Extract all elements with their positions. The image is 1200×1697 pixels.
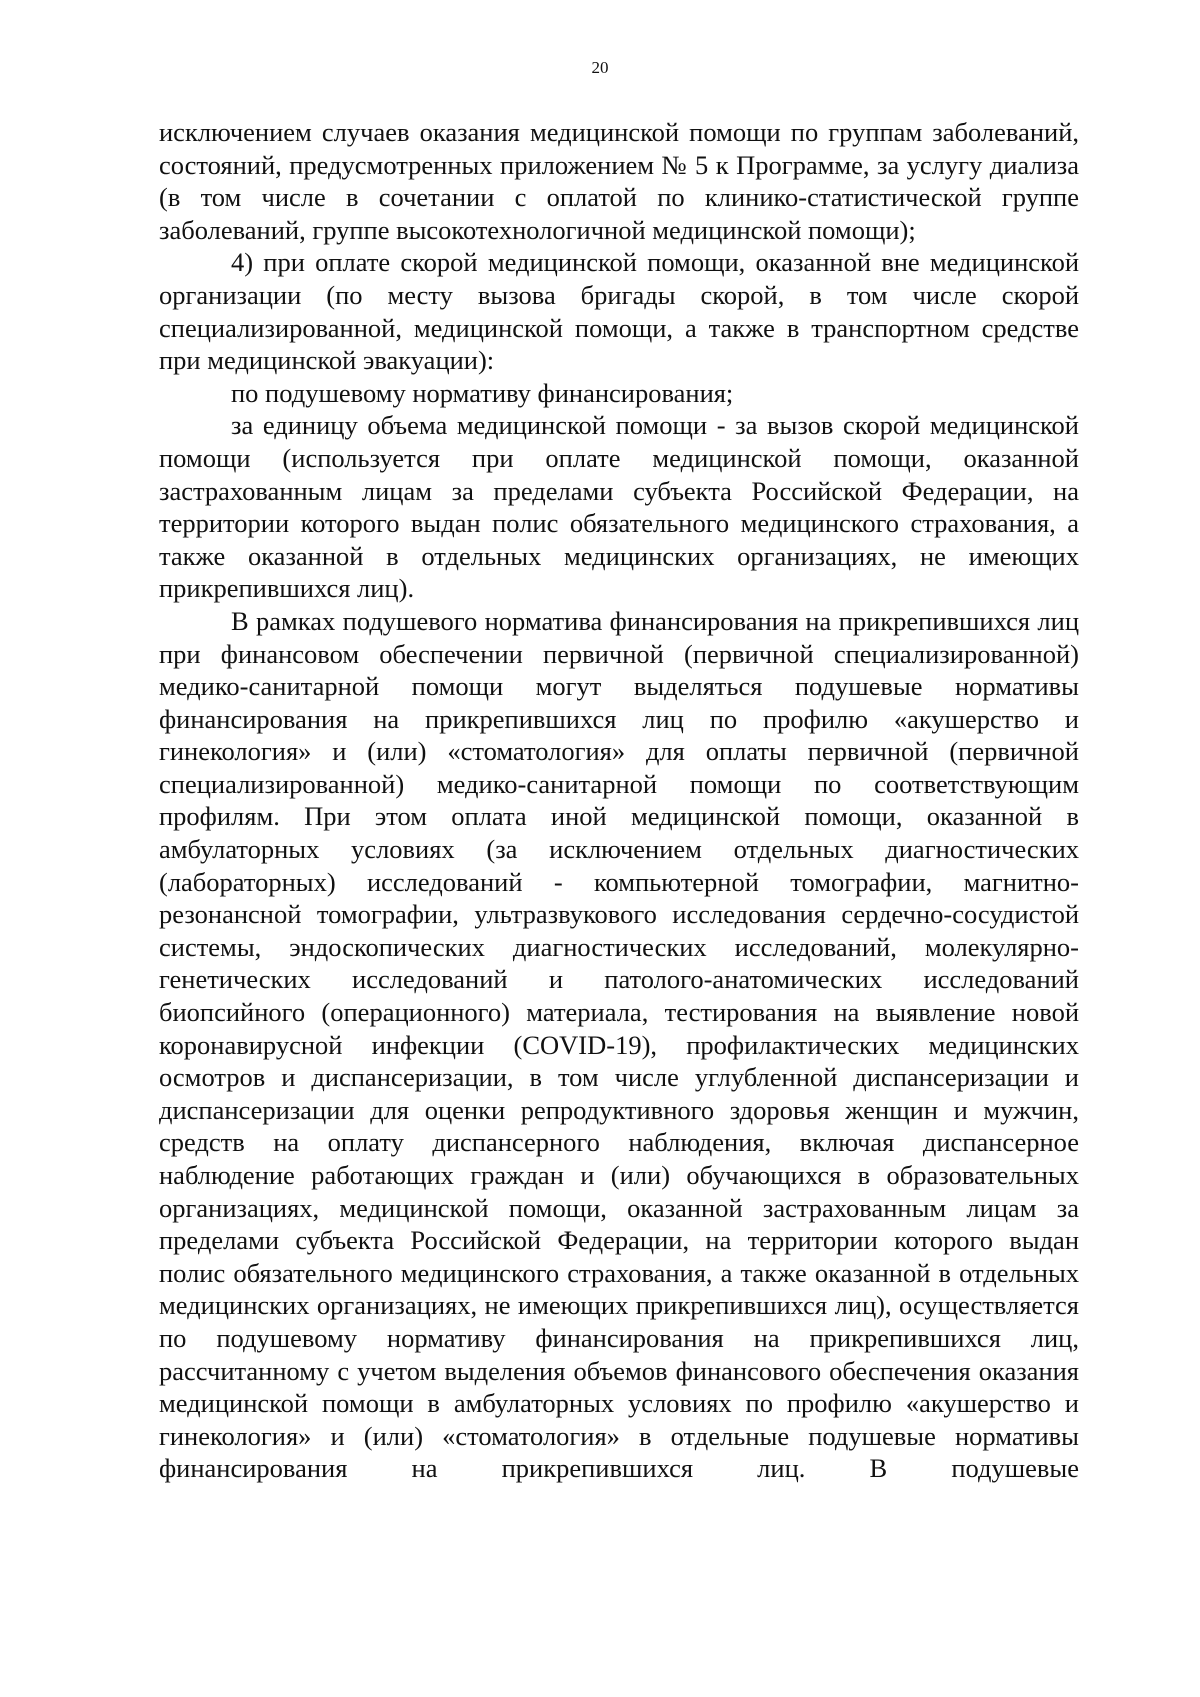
paragraph-per-unit: за единицу объема медицинской помощи - за вызов скорой медицинской помощи (используется при оплате медицинской помощи, оказанной застрахованным лицам за пределами субъекта Российской Федерации, на территории которого выдан полис обязательного медицинского страхования, а также оказанной в отдельных медицинских организациях, не имеющих прикрепившихся лиц). xyxy=(159,410,1079,604)
document-body xyxy=(159,116,1079,1485)
paragraph-item-4: 4) при оплате скорой медицинской помощи, оказанной вне медицинской организации (по месту вызова бригады скорой, в том числе скорой специализированной, медицинской помощи, а также в транспортном средстве при медицинской эвакуации): xyxy=(159,247,1079,376)
paragraph-per-capita-framework: В рамках подушевого норматива финансирования на прикрепившихся лиц при финансовом обеспечении первичной (первичной специализированной) медико-санитарной помощи могут выделяться подушевые нормативы финансирования на прикрепившихся лиц по профилю «акушерство и гинекология» и (или) «стоматология» для оплаты первичной (первичной специализированной) медико-санитарной помощи по соответствующим профилям. При этом оплата иной медицинской помощи, оказанной в амбулаторных условиях (за исключением отдельных диагностических (лабораторных) исследований - компьютерной томографии, магнитно-резонансной томографии, ультразвукового исследования сердечно-сосудистой системы, эндоскопических диагностических исследований, молекулярно-генетических исследований и патолого-анатомических исследований биопсийного (операционного) материала, тестирования на выявление новой коронавирусной инфекции (COVID-19), профилактических медицинских осмотров и диспансеризации, в том числе углубленной диспансеризации и диспансеризации для оценки репродуктивного здоровья женщин и мужчин, средств на оплату диспансерного наблюдения, включая диспансерное наблюдение работающих граждан и (или) обучающихся в образовательных организациях, медицинской помощи, оказанной застрахованным лицам за пределами субъекта Российской Федерации, на территории которого выдан полис обязательного медицинского страхования, а также оказанной в отдельных медицинских организациях, не имеющих прикрепившихся лиц), осуществляется по подушевому нормативу финансирования на прикрепившихся лиц, рассчитанному с учетом выделения объемов финансового обеспечения оказания медицинской помощи в амбулаторных условиях по профилю «акушерство и гинекология» и (или) «стоматология» в отдельные подушевые нормативы финансирования на прикрепившихся лиц. В подушевые xyxy=(159,605,1079,1484)
page-number: 20 xyxy=(591,58,609,77)
paragraph-per-capita: по подушевому нормативу финансирования; xyxy=(231,377,734,408)
paragraph-continuation: исключением случаев оказания медицинской помощи по группам заболеваний, состояний, предусмотренных приложением № 5 к Программе, за услугу диализа (в том числе в сочетании с оплатой по клинико-статистической группе заболеваний, группе высокотехнологичной медицинской помощи); xyxy=(159,117,1079,245)
